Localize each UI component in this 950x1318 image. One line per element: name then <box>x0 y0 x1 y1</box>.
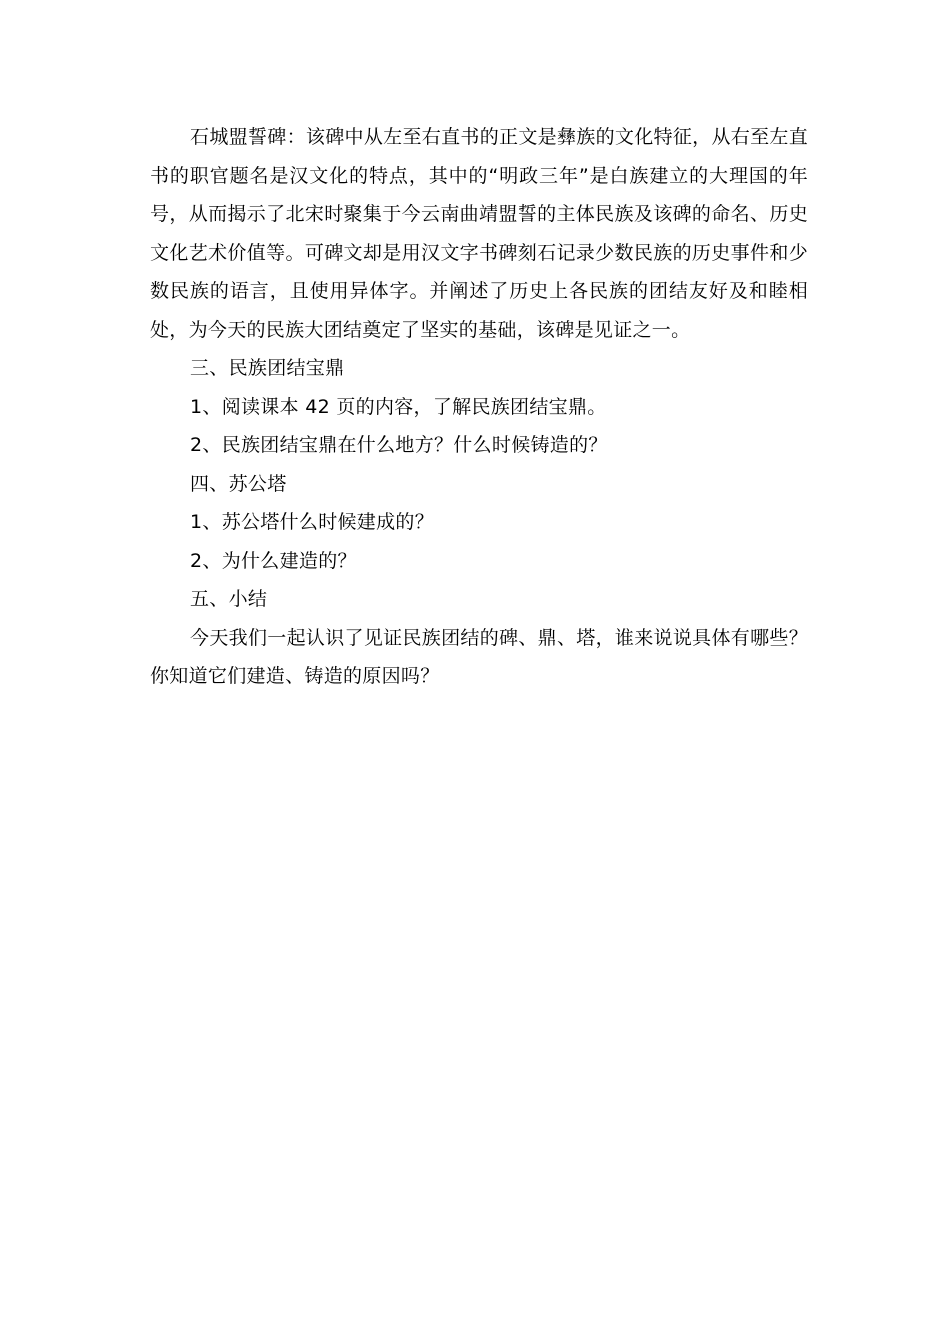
question-pagoda-why: 2、为什么建造的？ <box>190 549 357 572</box>
question-tripod-location: 2、民族团结宝鼎在什么地方？什么时候铸造的？ <box>190 434 608 456</box>
section-heading-summary: 五、小结 <box>190 588 268 610</box>
paragraph-summary: 今天我们一起认识了见证民族团结的碑、鼎、塔，谁来说说具体有哪些？你知道它们建造、铸造的原因吗？ <box>150 626 808 687</box>
document-page <box>150 118 808 696</box>
question-pagoda-built-when: 1、苏公塔什么时候建成的？ <box>190 511 434 533</box>
paragraph-stele-description: 石城盟誓碑：该碑中从左至右直书的正文是彝族的文化特征，从右至左直书的职官题名是汉文化的特点，其中的“明政三年”是白族建立的大理国的年号，从而揭示了北宋时聚集于今云南曲靖盟誓的主体民族及该碑的命名、历史文化艺术价值等。可碑文却是用汉文字书碑刻石记录少数民族的历史事件和少数民族的语言，且使用异体字。并阐述了历史上各民族的团结友好及和睦相处，为今天的民族大团结奠定了坚实的基础，该碑是见证之一。 <box>150 126 808 341</box>
question-read-textbook: 1、阅读课本 42 页的内容，了解民族团结宝鼎。 <box>190 395 607 418</box>
section-heading-sugong-pagoda: 四、苏公塔 <box>190 472 287 495</box>
section-heading-unity-tripod: 三、民族团结宝鼎 <box>190 357 345 379</box>
